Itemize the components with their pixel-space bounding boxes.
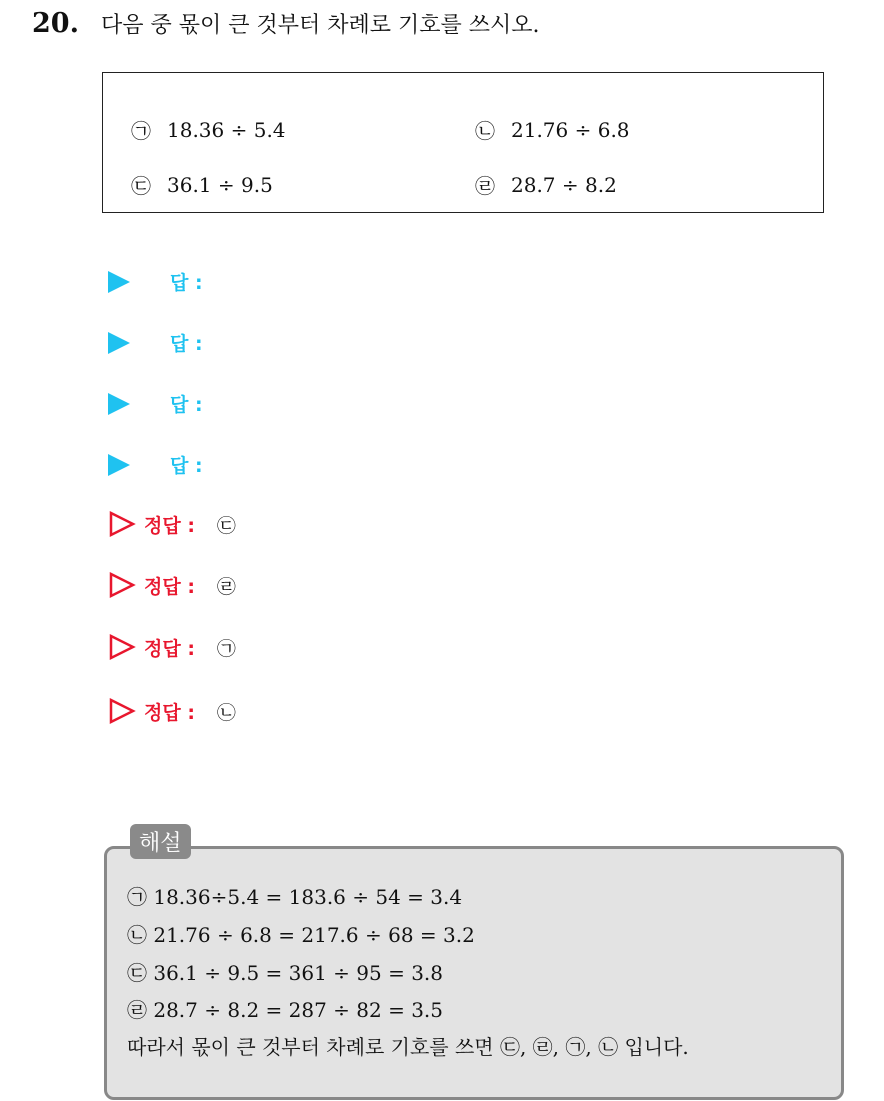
outline-triangle-icon: [108, 697, 136, 725]
answer-row-3[interactable]: [108, 390, 203, 417]
key-label: 정답 :: [144, 637, 195, 660]
triangle-icon: [108, 393, 130, 415]
answer-row-2[interactable]: [108, 329, 203, 356]
answer-row-4[interactable]: [108, 451, 203, 478]
key-row-4: [108, 697, 236, 725]
choice-2: [475, 115, 630, 144]
choice-expression: 21.76 ÷ 6.8: [511, 117, 630, 142]
choice-mark: ㉢: [131, 174, 151, 198]
choice-3: [131, 170, 273, 199]
explanation-line: ㉠ 18.36÷5.4 = 183.6 ÷ 54 = 3.4: [127, 885, 463, 909]
question-header: [32, 8, 539, 39]
triangle-icon: [108, 332, 130, 354]
question-number: 20.: [32, 8, 79, 39]
key-value: ㉣: [216, 575, 236, 598]
choice-mark: ㉠: [131, 119, 151, 143]
answer-row-1[interactable]: [108, 268, 203, 295]
key-label: 정답 :: [144, 701, 195, 724]
key-label: 정답 :: [144, 575, 195, 598]
answer-label: 답 :: [170, 455, 203, 477]
choice-mark: ㉣: [475, 174, 495, 198]
explanation-line: ㉣ 28.7 ÷ 8.2 = 287 ÷ 82 = 3.5: [127, 998, 444, 1022]
choice-4: [475, 170, 617, 199]
key-value: ㉠: [216, 637, 236, 660]
key-row-2: [108, 571, 236, 599]
explanation-line: ㉢ 36.1 ÷ 9.5 = 361 ÷ 95 = 3.8: [127, 961, 444, 985]
explanation-title: 해설: [130, 824, 191, 859]
explanation-line: 따라서 몫이 큰 것부터 차례로 기호를 쓰면 ㉢, ㉣, ㉠, ㉡ 입니다.: [127, 1035, 689, 1059]
choice-expression: 36.1 ÷ 9.5: [167, 172, 273, 197]
choices-box: [102, 72, 824, 213]
key-row-3: [108, 633, 236, 661]
explanation-box: [104, 846, 844, 1100]
question-text: 다음 중 몫이 큰 것부터 차례로 기호를 쓰시오.: [100, 13, 540, 38]
key-value: ㉡: [216, 701, 236, 724]
triangle-icon: [108, 454, 130, 476]
answer-label: 답 :: [170, 272, 203, 294]
triangle-icon: [108, 271, 130, 293]
key-value: ㉢: [216, 514, 236, 537]
explanation-line: ㉡ 21.76 ÷ 6.8 = 217.6 ÷ 68 = 3.2: [127, 923, 475, 947]
choice-mark: ㉡: [475, 119, 495, 143]
choice-expression: 18.36 ÷ 5.4: [167, 117, 286, 142]
outline-triangle-icon: [108, 510, 136, 538]
answer-label: 답 :: [170, 394, 203, 416]
outline-triangle-icon: [108, 633, 136, 661]
key-label: 정답 :: [144, 514, 195, 537]
choice-expression: 28.7 ÷ 8.2: [511, 172, 617, 197]
answer-label: 답 :: [170, 333, 203, 355]
outline-triangle-icon: [108, 571, 136, 599]
key-row-1: [108, 510, 236, 538]
choice-1: [131, 115, 286, 144]
